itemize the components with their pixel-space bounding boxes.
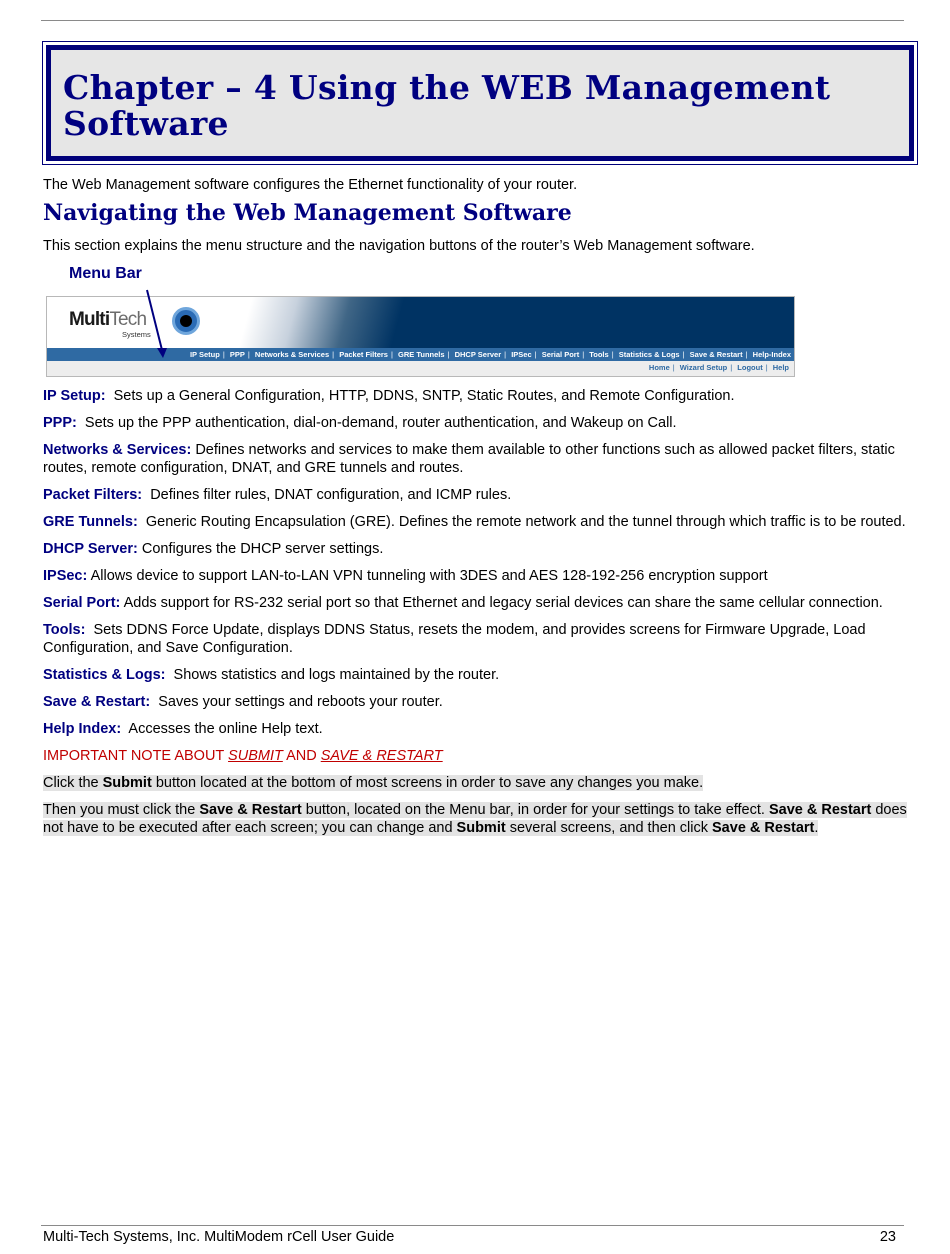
definition-desc: Configures the DHCP server settings. [141, 541, 384, 557]
definition-desc: Sets up the PPP authentication, dial-on-demand, router authentication, and Wakeup on Call. [84, 415, 677, 431]
definition-desc: Sets up a General Configuration, HTTP, DDNS, SNTP, Static Routes, and Remote Configuration. [113, 388, 735, 404]
note-save-restart: SAVE & RESTART [320, 748, 443, 764]
definition-item [43, 594, 908, 612]
bold-submit: Submit [456, 820, 506, 836]
bold-save-restart: Save & Restart [712, 820, 815, 836]
definition-desc: Defines filter rules, DNAT configuration, and ICMP rules. [150, 487, 512, 503]
note-prefix: IMPORTANT NOTE ABOUT [43, 748, 225, 764]
text-run: . [814, 820, 819, 836]
definition-term: Tools: [43, 622, 86, 638]
bold-submit: Submit [102, 775, 152, 791]
subnav-separator: | [672, 363, 675, 372]
subnav-separator: | [765, 363, 768, 372]
definition-desc: Generic Routing Encapsulation (GRE). Defines the remote network and the tunnel through which traffic is to be routed. [145, 514, 906, 530]
definition-term: Networks & Services: [43, 442, 192, 458]
nav-ppp[interactable]: PPP [229, 350, 245, 359]
definition-desc: Accesses the online Help text. [128, 721, 323, 737]
subnav-separator: | [730, 363, 733, 372]
definition-item [43, 387, 908, 405]
logo-systems-text: Systems [122, 330, 151, 339]
definition-term: IPSec: [43, 568, 88, 584]
subnav-help[interactable]: Help [772, 363, 789, 372]
subnav-wizard-setup[interactable]: Wizard Setup [679, 363, 728, 372]
nav-tools[interactable]: Tools [589, 350, 609, 359]
note-submit: SUBMIT [228, 748, 283, 764]
section-heading: Navigating the Web Management Software [43, 200, 572, 226]
definition-item [43, 567, 908, 585]
definition-term: Serial Port: [43, 595, 121, 611]
menu-bar-subnav [47, 361, 794, 377]
definition-item [43, 486, 908, 504]
nav-separator: | [745, 350, 748, 359]
definition-term: Packet Filters: [43, 487, 143, 503]
section-description: This section explains the menu structure and the navigation buttons of the router’s Web Management software. [43, 238, 755, 254]
nav-separator: | [682, 350, 685, 359]
nav-separator: | [247, 350, 250, 359]
text-run: button, located on the Menu bar, in order for your settings to take effect. [305, 802, 765, 818]
definition-item [43, 693, 908, 711]
logo-tech-text: Tech [109, 309, 147, 330]
definition-desc: Defines networks and services to make them available to other functions such as allowed packet filters, static routes, remote configuration, DNAT, and GRE tunnels and routes. [43, 442, 895, 476]
bold-save-restart: Save & Restart [199, 802, 302, 818]
chapter-title: Chapter – 4 Using the WEB Management Software [63, 68, 831, 143]
definition-item [43, 441, 908, 477]
text-run: Then you must click the [43, 802, 196, 818]
save-restart-paragraph [43, 801, 908, 837]
definition-term: Help Index: [43, 721, 122, 737]
definition-desc: Allows device to support LAN-to-LAN VPN tunneling with 3DES and AES 128-192-256 encryption support [90, 568, 768, 584]
text-run: button located at the bottom of most screens in order to save any changes you make. [155, 775, 704, 791]
nav-packet-filters[interactable]: Packet Filters [339, 350, 388, 359]
definition-desc: Saves your settings and reboots your router. [158, 694, 443, 710]
text-run: Click the [43, 775, 99, 791]
multitech-logo [69, 309, 151, 339]
nav-ipsec[interactable]: IPSec [511, 350, 532, 359]
nav-statistics-logs[interactable]: Statistics & Logs [618, 350, 680, 359]
chapter-title-box [42, 41, 918, 165]
definition-item [43, 540, 908, 558]
nav-dhcp-server[interactable]: DHCP Server [454, 350, 502, 359]
definition-item [43, 720, 908, 738]
page-number: 23 [879, 1229, 896, 1245]
definition-desc: Adds support for RS-232 serial port so that Ethernet and legacy serial devices can share the same cellular connection. [123, 595, 883, 611]
note-and: AND [286, 748, 317, 764]
definition-term: Save & Restart: [43, 694, 151, 710]
nav-serial-port[interactable]: Serial Port [541, 350, 580, 359]
menu-bar-callout-label: Menu Bar [69, 265, 142, 282]
submit-paragraph [43, 774, 908, 792]
definition-item [43, 513, 908, 531]
important-note [43, 747, 908, 765]
text-run: does not have to be executed after each screen; you can change and [43, 802, 907, 836]
definition-term: Statistics & Logs: [43, 667, 166, 683]
definition-desc: Shows statistics and logs maintained by the router. [173, 667, 500, 683]
subnav-home[interactable]: Home [648, 363, 670, 372]
text-run: several screens, and then click [509, 820, 708, 836]
definition-term: GRE Tunnels: [43, 514, 138, 530]
definition-item [43, 414, 908, 432]
top-rule [41, 20, 904, 21]
nav-gre-tunnels[interactable]: GRE Tunnels [398, 350, 445, 359]
callout-arrow-icon [140, 288, 180, 360]
definitions-list [43, 387, 908, 846]
nav-separator: | [611, 350, 614, 359]
nav-separator: | [390, 350, 393, 359]
highlighted-text [43, 775, 703, 791]
definition-desc: Sets DDNS Force Update, displays DDNS Status, resets the modem, and provides screens for Firmware Upgrade, Load Configuration, and Save Configuration. [43, 622, 866, 656]
definition-term: PPP: [43, 415, 77, 431]
nav-separator: | [582, 350, 585, 359]
highlighted-text [43, 802, 907, 836]
definition-term: IP Setup: [43, 388, 106, 404]
bottom-rule [41, 1225, 904, 1226]
logo-multi-text: Multi [69, 309, 110, 330]
definition-term: DHCP Server: [43, 541, 138, 557]
nav-networks-services[interactable]: Networks & Services [254, 350, 330, 359]
nav-separator: | [447, 350, 450, 359]
footer-title: Multi-Tech Systems, Inc. MultiModem rCell User Guide [43, 1229, 395, 1245]
nav-help-index[interactable]: Help-Index [752, 350, 791, 359]
nav-ip-setup[interactable]: IP Setup [189, 350, 220, 359]
nav-separator: | [504, 350, 507, 359]
nav-separator: | [332, 350, 335, 359]
nav-save-restart[interactable]: Save & Restart [689, 350, 743, 359]
nav-separator: | [534, 350, 537, 359]
subnav-logout[interactable]: Logout [737, 363, 763, 372]
bold-save-restart: Save & Restart [768, 802, 872, 818]
intro-text: The Web Management software configures the Ethernet functionality of your router. [43, 177, 578, 193]
nav-separator: | [222, 350, 225, 359]
definition-item [43, 621, 908, 657]
chapter-title-inner [46, 45, 914, 161]
definition-item [43, 666, 908, 684]
